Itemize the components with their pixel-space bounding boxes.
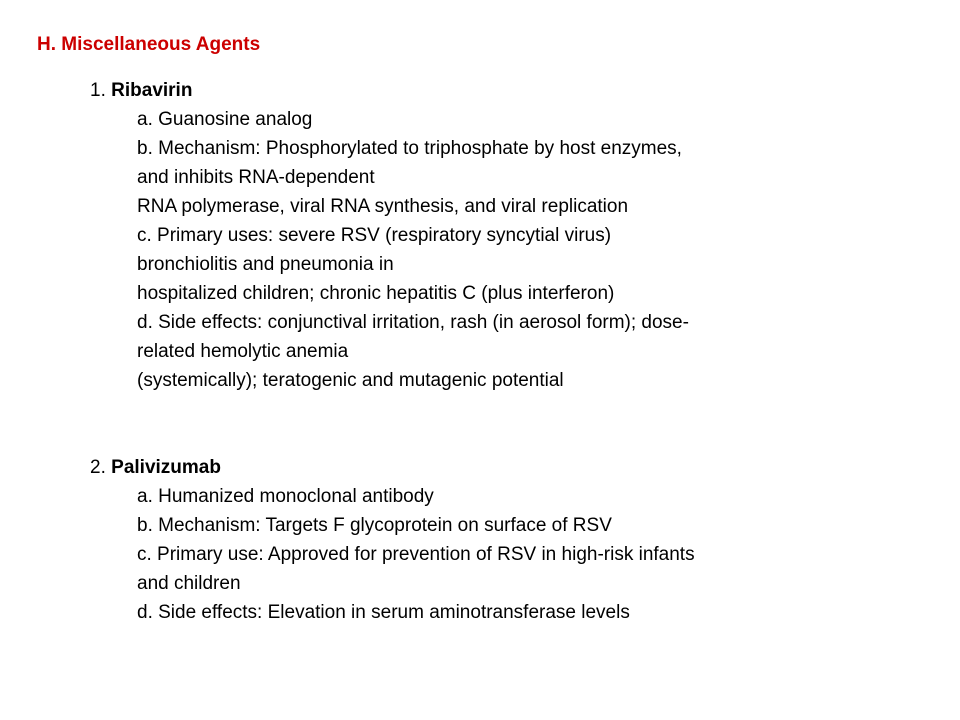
- agent-name: Palivizumab: [111, 457, 221, 478]
- agent-details: [137, 482, 850, 627]
- agent-number: 1.: [90, 80, 106, 101]
- detail-line: c. Primary uses: severe RSV (respiratory syncytial virus): [137, 225, 612, 246]
- detail-line: (systemically); teratogenic and mutagenic potential: [137, 370, 564, 391]
- detail-line: b. Mechanism: Phosphorylated to triphosphate by host enzymes,: [137, 138, 682, 159]
- detail-line: RNA polymerase, viral RNA synthesis, and viral replication: [137, 196, 629, 217]
- detail-line: d. Side effects: conjunctival irritation, rash (in aerosol form); dose-: [137, 312, 689, 333]
- section-heading: H. Miscellaneous Agents: [37, 34, 261, 55]
- detail-line: related hemolytic anemia: [137, 341, 349, 362]
- detail-line: d. Side effects: Elevation in serum aminotransferase levels: [137, 602, 630, 623]
- agent-ribavirin: [90, 76, 850, 395]
- detail-line: b. Mechanism: Targets F glycoprotein on surface of RSV: [137, 515, 612, 536]
- detail-line: and inhibits RNA-dependent: [137, 167, 375, 188]
- agent-title: [90, 76, 850, 105]
- agent-title: [90, 453, 850, 482]
- detail-line: a. Humanized monoclonal antibody: [137, 486, 434, 507]
- detail-line: bronchiolitis and pneumonia in: [137, 254, 394, 275]
- agent-number: 2.: [90, 457, 106, 478]
- agent-palivizumab: [90, 453, 850, 627]
- agent-details: [137, 105, 850, 395]
- detail-line: c. Primary use: Approved for prevention of RSV in high-risk infants: [137, 544, 695, 565]
- detail-line: and children: [137, 573, 241, 594]
- agent-name: Ribavirin: [111, 80, 193, 101]
- detail-line: hospitalized children; chronic hepatitis C (plus interferon): [137, 283, 615, 304]
- detail-line: a. Guanosine analog: [137, 109, 313, 130]
